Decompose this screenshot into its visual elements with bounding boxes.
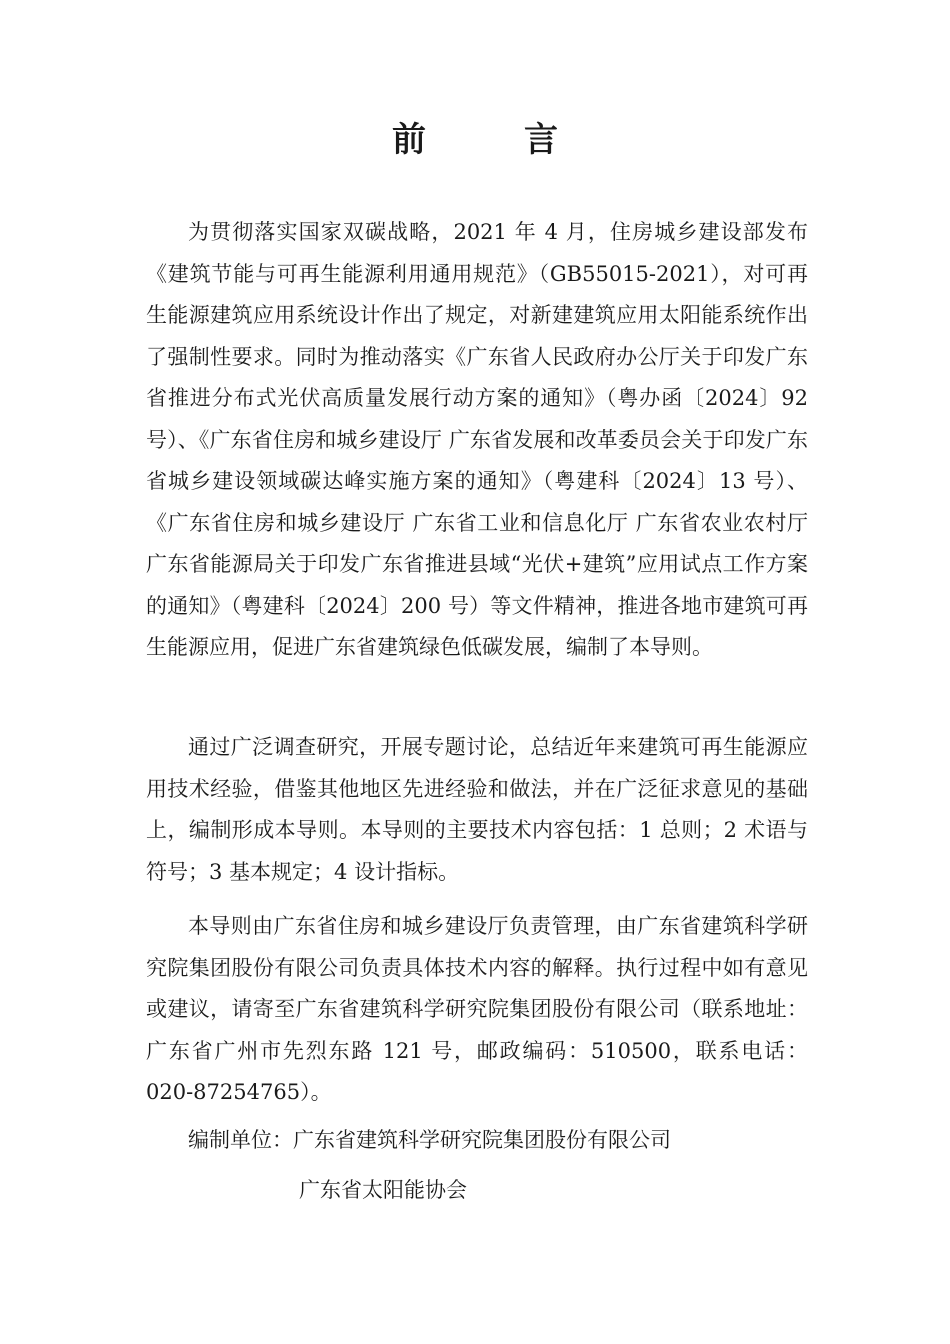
compiler-unit-line: 编制单位：广东省建筑科学研究院集团股份有限公司	[188, 1128, 671, 1152]
page-title: 前 言	[392, 120, 590, 160]
paragraph-background: 为贯彻落实国家双碳战略，2021 年 4 月，住房城乡建设部发布《建筑节能与可再生能源利用通用规范》（GB55015-2021），对可再生能源建筑应用系统设计作出了规定，对新建建筑应用太阳能系统作出了强制性要求。同时为推动落实《广东省人民政府办公厅关于印发广东省推进分布式光伏高质量发展行动方案的通知》（粤办函〔2024〕92 号）、《广东省住房和城乡建设厅 广东省发展和改革委员会关于印发广东省城乡建设领域碳达峰实施方案的通知》（粤建科〔2024〕13 号）、《广东省住房和城乡建设厅 广东省工业和信息化厅 广东省农业农村厅 广东省能源局关于印发广东省推进县域“光伏+建筑”应用试点工作方案的通知》（粤建科〔2024〕200 号）等文件精神，推进各地市建筑可再生能源应用，促进广东省建筑绿色低碳发展，编制了本导则。	[146, 220, 808, 659]
paragraph-management: 本导则由广东省住房和城乡建设厅负责管理，由广东省建筑科学研究院集团股份有限公司负责具体技术内容的解释。执行过程中如有意见或建议，请寄至广东省建筑科学研究院集团股份有限公司（联系地址：广东省广州市先烈东路 121 号，邮政编码：510500，联系电话：020-87254765）。	[146, 914, 808, 1104]
paragraph-contents: 通过广泛调查研究，开展专题讨论，总结近年来建筑可再生能源应用技术经验，借鉴其他地区先进经验和做法，并在广泛征求意见的基础上，编制形成本导则。本导则的主要技术内容包括：1 总则；2 术语与符号；3 基本规定；4 设计指标。	[146, 735, 808, 884]
compiler-unit-second: 广东省太阳能协会	[299, 1178, 467, 1202]
